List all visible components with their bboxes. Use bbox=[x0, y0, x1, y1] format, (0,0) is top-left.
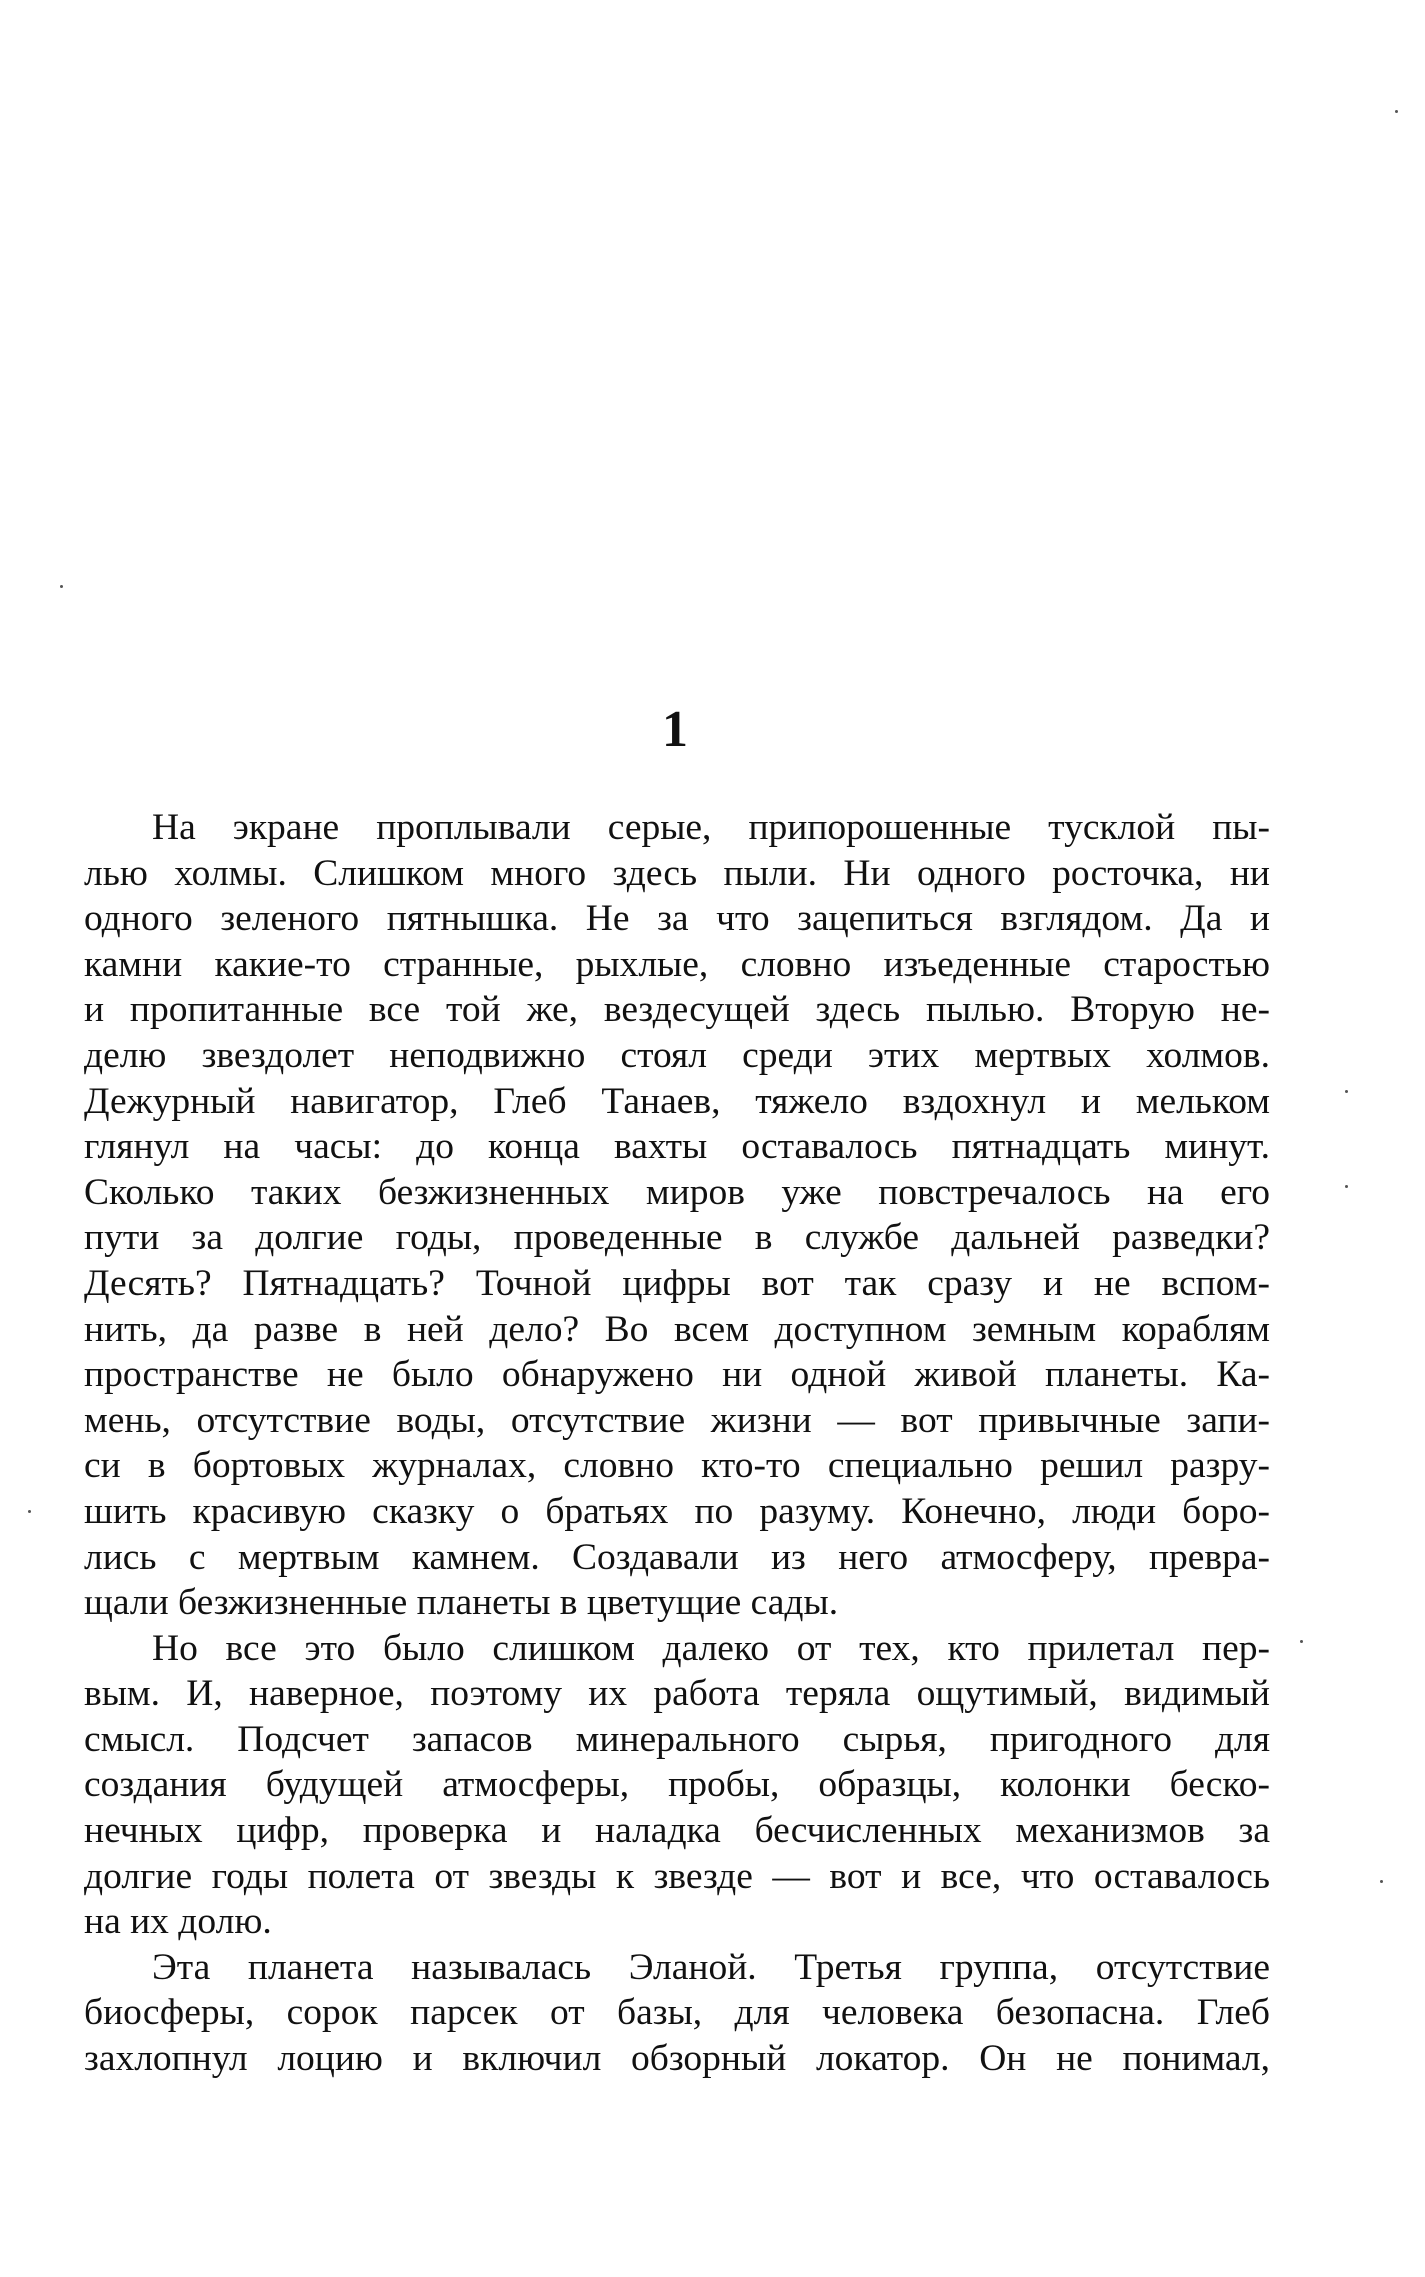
text-line: си в бортовых журналах, словно кто-то специально решил разру- bbox=[84, 1445, 1270, 1487]
text-line: одного зеленого пятнышка. Не за что зацепиться взглядом. Да и bbox=[84, 898, 1270, 940]
text-line: камни какие-то странные, рыхлые, словно изъеденные старостью bbox=[84, 943, 1270, 985]
text-line: Дежурный навигатор, Глеб Танаев, тяжело вздохнул и мельком bbox=[84, 1080, 1270, 1122]
text-line: мень, отсутствие воды, отсутствие жизни — вот привычные запи- bbox=[84, 1399, 1270, 1441]
text-line: нечных цифр, проверка и наладка бесчисленных механизмов за bbox=[84, 1810, 1270, 1852]
scan-speck bbox=[1395, 110, 1398, 113]
scan-speck bbox=[1380, 1880, 1383, 1883]
text-line: глянул на часы: до конца вахты оставалось пятнадцать минут. bbox=[84, 1126, 1270, 1168]
text-line: долгие годы полета от звезды к звезде — вот и все, что оставалось bbox=[84, 1855, 1270, 1897]
text-line: На экране проплывали серые, припорошенные тусклой пы- bbox=[152, 807, 1270, 848]
text-line: Эта планета называлась Эланой. Третья группа, отсутствие bbox=[152, 1946, 1270, 1988]
text-line: пути за долгие годы, проведенные в службе дальней разведки? bbox=[84, 1217, 1270, 1259]
text-line: вым. И, наверное, поэтому их работа теряла ощутимый, видимый bbox=[84, 1673, 1270, 1715]
text-line: шить красивую сказку о братьях по разуму. Конечно, люди боро- bbox=[84, 1490, 1270, 1532]
text-line: на их долю. bbox=[84, 1901, 272, 1943]
text-line: и пропитанные все той же, вездесущей здесь пылью. Вторую не- bbox=[84, 989, 1270, 1031]
scan-speck bbox=[28, 1510, 31, 1513]
text-line: Сколько таких безжизненных миров уже повстречалось на его bbox=[84, 1171, 1270, 1213]
text-line: создания будущей атмосферы, пробы, образцы, колонки беско- bbox=[84, 1764, 1270, 1806]
scan-speck bbox=[1345, 1090, 1348, 1093]
text-line: нить, да разве в ней дело? Во всем доступном земным кораблям bbox=[84, 1308, 1270, 1350]
scan-speck bbox=[60, 585, 63, 588]
scan-speck bbox=[1300, 1640, 1303, 1643]
text-line: щали безжизненные планеты в цветущие сады. bbox=[84, 1582, 839, 1624]
text-line: захлопнул лоцию и включил обзорный локатор. Он не понимал, bbox=[84, 2038, 1270, 2080]
scan-speck bbox=[1345, 1185, 1348, 1188]
text-line: Но все это было слишком далеко от тех, кто прилетал пер- bbox=[152, 1627, 1270, 1669]
chapter-text bbox=[84, 805, 1270, 2082]
text-line: биосферы, сорок парсек от базы, для человека безопасна. Глеб bbox=[84, 1992, 1270, 2034]
text-line: пространстве не было обнаружено ни одной живой планеты. Ка- bbox=[84, 1354, 1270, 1396]
chapter-number: 1 bbox=[662, 701, 688, 758]
text-line: Десять? Пятнадцать? Точной цифры вот так сразу и не вспом- bbox=[84, 1262, 1270, 1304]
text-line: смысл. Подсчет запасов минерального сырья, пригодного для bbox=[84, 1718, 1270, 1760]
text-line: делю звездолет неподвижно стоял среди этих мертвых холмов. bbox=[84, 1034, 1270, 1076]
text-line: лью холмы. Слишком много здесь пыли. Ни одного росточка, ни bbox=[84, 852, 1270, 894]
text-line: лись с мертвым камнем. Создавали из него атмосферу, превра- bbox=[84, 1536, 1270, 1578]
